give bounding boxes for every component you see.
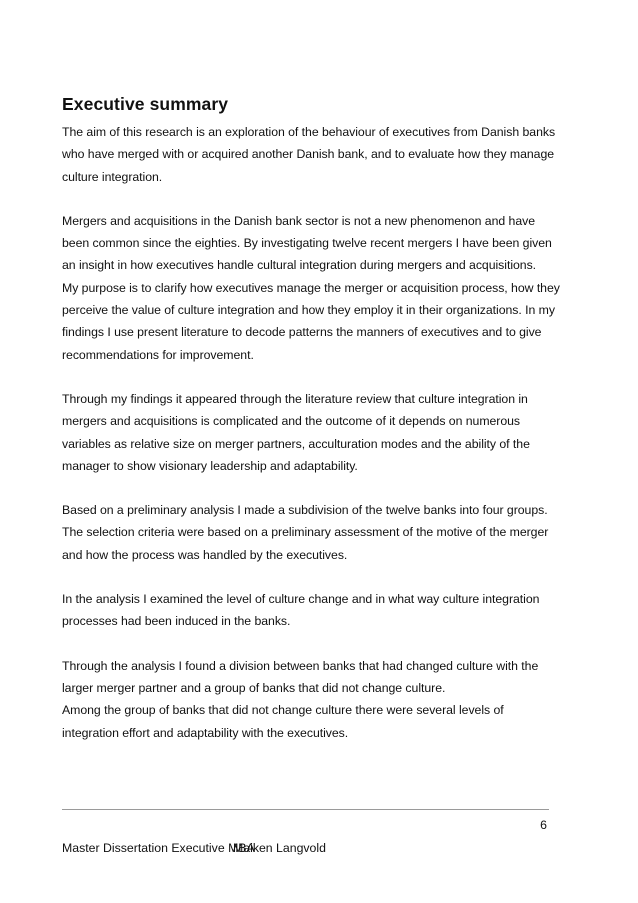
paragraph-culture-change: In the analysis I examined the level of culture change and in what way culture integration processes had been induced in the banks. [62, 592, 540, 629]
paragraph-purpose: My purpose is to clarify how executives manage the merger or acquisition process, how they perceive the value of culture integration and how they employ it in their organizations. In my findings I use present literature to decode patterns the manners of executives and to give recommendations for improvement. [62, 280, 560, 362]
paragraph-division-findings: Through the analysis I found a division between banks that had changed culture with the larger merger partner and a group of banks that did not change culture. [62, 658, 539, 695]
footer-author: Maiken Langvold [233, 841, 326, 855]
paragraph-gap [62, 188, 562, 210]
paragraph-literature-findings: Through my findings it appeared through the literature review that culture integration in mergers and acquisitions is complicated and the outcome of it depends on numerous variables as relative size on merger partners, acculturation modes and the ability of the manager to show visionary leadership and adaptability. [62, 391, 530, 473]
footer-divider [62, 809, 549, 810]
paragraph-sector-background: Mergers and acquisitions in the Danish bank sector is not a new phenomenon and have been common since the eighties. By investigating twelve recent mergers I have been given an insight in how executives handle cultural integration during mergers and acquisitions. [62, 213, 552, 273]
paragraph-research-aim: The aim of this research is an exploration of the behaviour of executives from Danish banks who have merged with or acquired another Danish bank, and to evaluate how they manage culture integration. [62, 125, 556, 184]
paragraph-gap [62, 477, 562, 499]
paragraph-gap [62, 633, 562, 655]
page-number: 6 [540, 818, 547, 832]
footer-document-title: Master Dissertation Executive MBA [62, 841, 255, 855]
paragraph-integration-levels: Among the group of banks that did not change culture there were several levels of integration effort and adaptability with the executives. [62, 703, 504, 740]
section-heading: Executive summary [62, 94, 229, 114]
paragraph-gap [62, 366, 562, 388]
executive-summary-section [62, 91, 562, 744]
paragraph-gap [62, 566, 562, 588]
paragraph-preliminary-analysis: Based on a preliminary analysis I made a subdivision of the twelve banks into four groups. The selection criteria were based on a preliminary assessment of the motive of the merger and how the process was handled by the executives. [62, 503, 549, 562]
